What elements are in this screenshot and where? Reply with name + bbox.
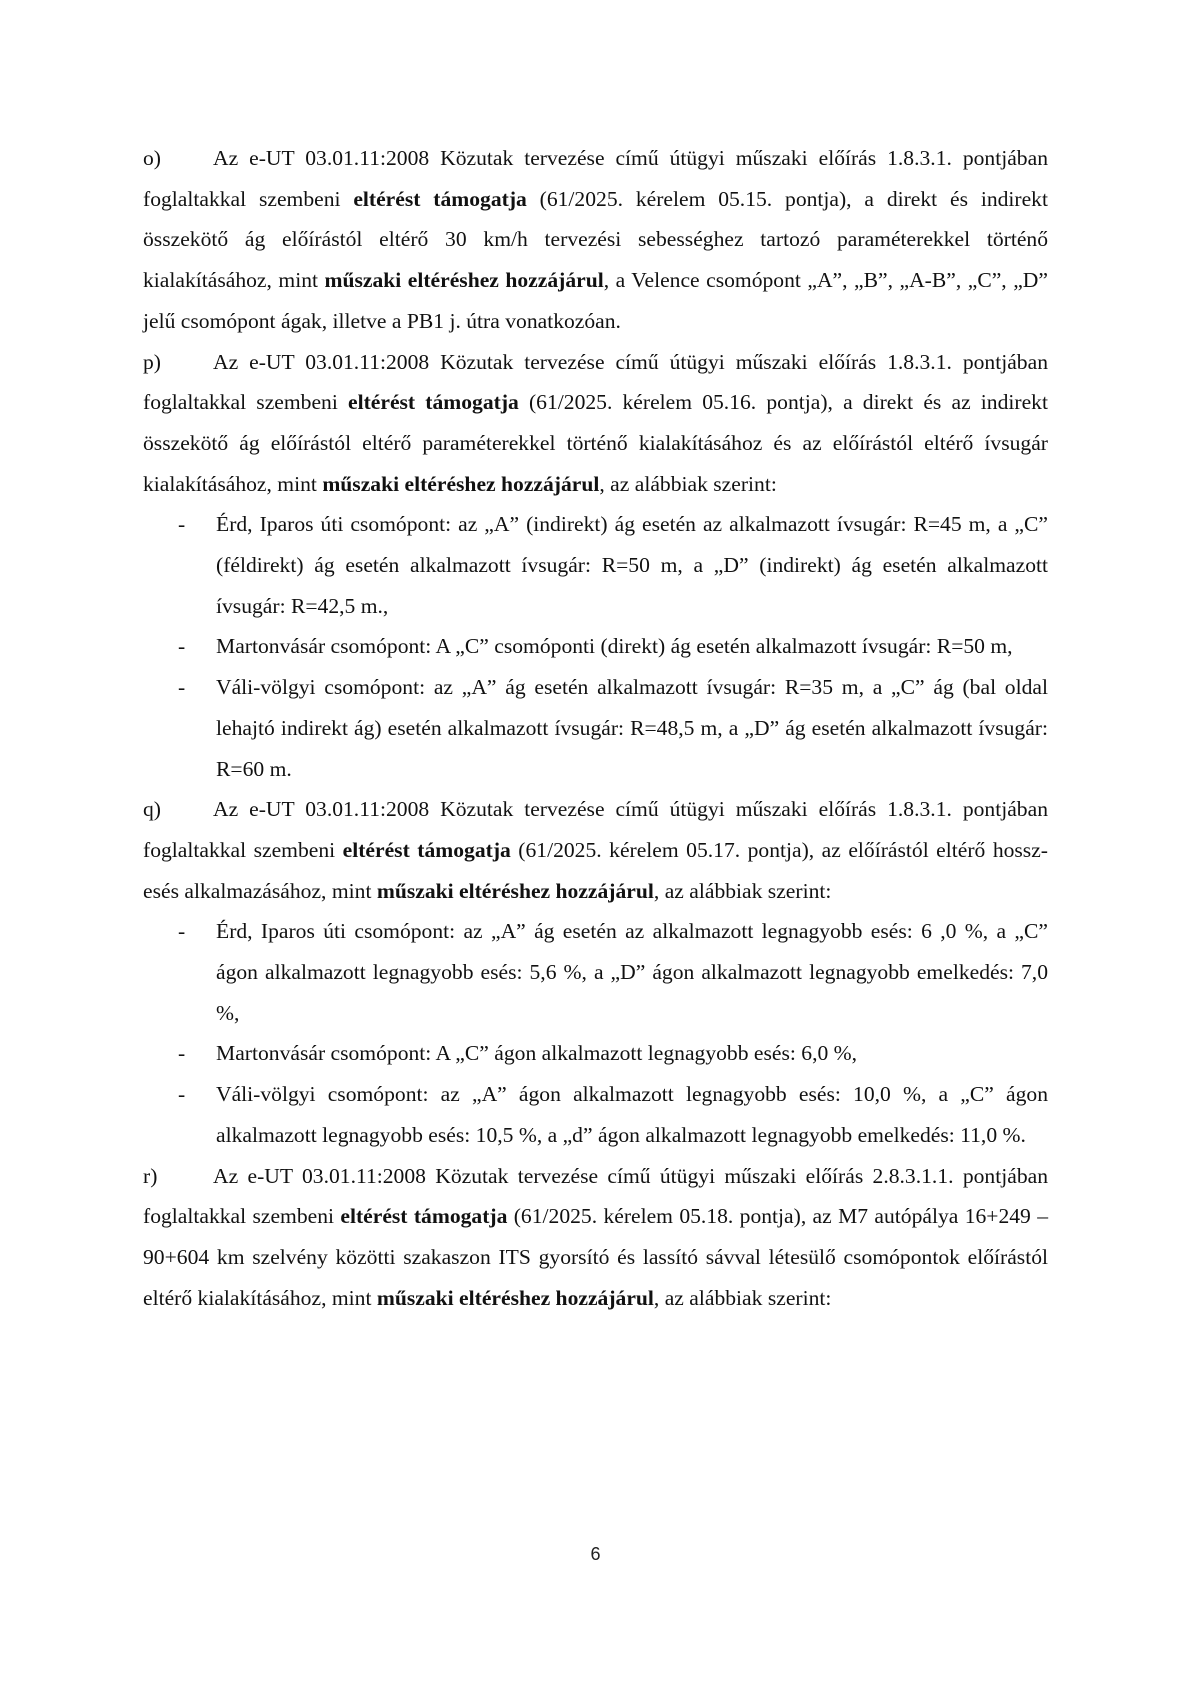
paragraph-text: , az alábbiak szerint: (653, 878, 832, 903)
list-item (143, 667, 1048, 789)
paragraph-text: Az e-UT 03.01.11:2008 Közutak tervezése című útügyi műszaki előírás 2.8.3.1.1. pontjában foglaltakkal szembeni (143, 1163, 1048, 1229)
paragraph-text: (61/2025. kérelem 05.17. pontja), az előírástól eltérő hossz-esés alkalmazásához, mint (143, 837, 1048, 903)
bullet-dash: - (178, 919, 186, 944)
bullet-list-q (143, 911, 1048, 1155)
paragraph-text: Az e-UT 03.01.11:2008 Közutak tervezése című útügyi műszaki előírás 1.8.3.1. pontjában foglaltakkal szembeni (143, 349, 1048, 415)
bold-phrase: műszaki eltéréshez hozzájárul (376, 878, 654, 903)
bullet-dash: - (178, 675, 186, 700)
bold-phrase: eltérést támogatja (353, 186, 527, 211)
bold-phrase: eltérést támogatja (340, 1204, 508, 1229)
bold-phrase: eltérést támogatja (348, 390, 519, 415)
bullet-dash: - (178, 1041, 186, 1066)
paragraph-text: Az e-UT 03.01.11:2008 Közutak tervezése című útügyi műszaki előírás 1.8.3.1. pontjában foglaltakkal szembeni (143, 797, 1048, 862)
document-body (143, 138, 1048, 1318)
list-item (143, 504, 1048, 626)
paragraph-marker: p) (143, 349, 161, 374)
paragraph-text: (61/2025. kérelem 05.15. pontja), a direkt és indirekt összekötő ág előírástól eltérő 30 km/h tervezési sebességhez tartozó paraméterekkel történő kialakításához, mint (143, 186, 1048, 293)
paragraph-marker: q) (143, 797, 161, 822)
paragraph-text: (61/2025. kérelem 05.16. pontja), a direkt és az indirekt összekötő ág előírástól eltérő paraméterekkel történő kialakításához és az előírástól eltérő ívsugár kialakításához, mint (143, 390, 1048, 496)
paragraph-marker: o) (143, 146, 161, 170)
paragraph-text: Az e-UT 03.01.11:2008 Közutak tervezése című útügyi műszaki előírás 1.8.3.1. pontjában foglaltakkal szembeni (143, 146, 1048, 211)
list-item (143, 1033, 1048, 1074)
bullet-dash: - (178, 1082, 186, 1107)
paragraph-r (143, 1156, 1048, 1319)
bold-phrase: eltérést támogatja (342, 837, 511, 862)
list-item-text: Érd, Iparos úti csomópont: az „A” ág esetén az alkalmazott legnagyobb esés: 6 ,0 %, a „C” ágon alkalmazott legnagyobb esés: 5,6 %, a „D” ágon alkalmazott legnagyobb emelkedés: 7,0 %, (216, 919, 1048, 1025)
paragraph-text: , a Velence csomópont „A”, „B”, „A-B”, „C”, „D” jelű csomópont ágak, illetve a PB1 j. útra vonatkozóan. (143, 268, 1048, 333)
bullet-dash: - (178, 512, 186, 537)
paragraph-text: (61/2025. kérelem 05.18. pontja), az M7 autópálya 16+249 – 90+604 km szelvény közötti szakaszon ITS gyorsító és lassító sávval létesülő csomópontok előírástól eltérő kialakításához, mint (143, 1204, 1048, 1310)
list-item (143, 1074, 1048, 1155)
list-item-text: Martonvásár csomópont: A „C” csomóponti (direkt) ág esetén alkalmazott ívsugár: R=50 m, (216, 634, 1013, 659)
paragraph-text: , az alábbiak szerint: (653, 1285, 832, 1310)
paragraph-o (143, 138, 1048, 342)
bullet-dash: - (178, 634, 186, 659)
bold-phrase: műszaki eltéréshez hozzájárul (324, 268, 604, 293)
list-item-text: Martonvásár csomópont: A „C” ágon alkalmazott legnagyobb esés: 6,0 %, (216, 1041, 858, 1066)
bullet-list-p (143, 504, 1048, 789)
list-item-text: Érd, Iparos úti csomópont: az „A” (indirekt) ág esetén az alkalmazott ívsugár: R=45 m, a „C” (féldirekt) ág esetén alkalmazott ívsugár: R=50 m, a „D” (indirekt) ág esetén alkalmazott ívsugár: R=42,5 m., (216, 512, 1048, 618)
paragraph-p (143, 342, 1048, 505)
page-number: 6 (590, 1544, 601, 1564)
bold-phrase: műszaki eltéréshez hozzájárul (322, 471, 600, 496)
list-item-text: Váli-völgyi csomópont: az „A” ág esetén alkalmazott ívsugár: R=35 m, a „C” ág (bal oldal lehajtó indirekt ág) esetén alkalmazott ívsugár: R=48,5 m, a „D” ág esetén alkalmazott ívsugár: R=60 m. (216, 675, 1048, 781)
paragraph-text: , az alábbiak szerint: (599, 471, 777, 496)
list-item (143, 626, 1048, 667)
paragraph-marker: r) (143, 1163, 158, 1188)
list-item (143, 911, 1048, 1033)
bold-phrase: műszaki eltéréshez hozzájárul (376, 1285, 654, 1310)
paragraph-q (143, 789, 1048, 911)
list-item-text: Váli-völgyi csomópont: az „A” ágon alkalmazott legnagyobb esés: 10,0 %, a „C” ágon alkalmazott legnagyobb esés: 10,5 %, a „d” ágon alkalmazott legnagyobb emelkedés: 11,0 %. (216, 1082, 1048, 1147)
